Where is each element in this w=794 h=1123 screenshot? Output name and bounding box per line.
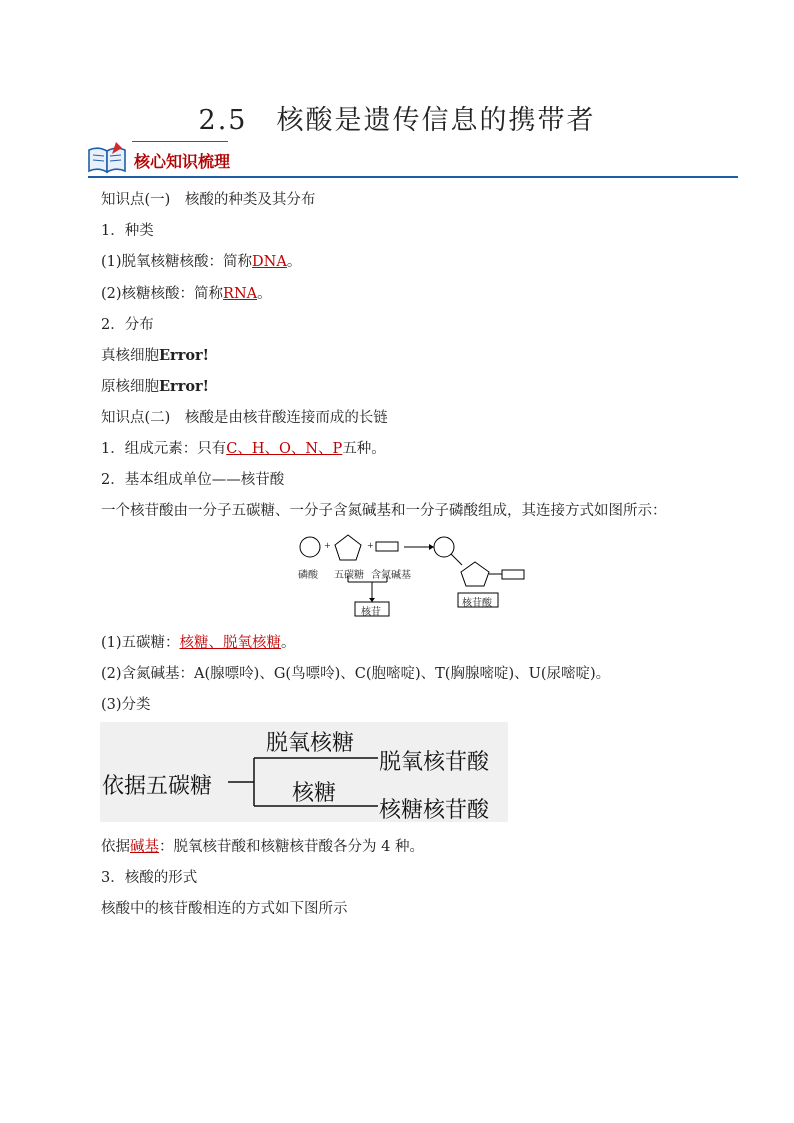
- book-icon: [86, 140, 128, 176]
- by-base-answer: 碱基: [130, 839, 159, 855]
- rna-suffix: 。: [257, 286, 272, 302]
- prokaryote-label: 原核细胞: [101, 379, 159, 395]
- knowledge-point-2: 知识点(二) 核酸是由核苷酸连接而成的长链: [101, 410, 388, 426]
- box-nucleotide: 核苷酸: [462, 598, 492, 609]
- label-phosphate: 磷酸: [298, 570, 318, 581]
- rna-line: [101, 282, 272, 303]
- prokaryote-error: Error!: [159, 378, 210, 395]
- nucleotide-sugar-pentagon: [461, 562, 489, 586]
- eukaryote-line: [101, 344, 209, 365]
- elements-prefix: 1．组成元素：只有: [101, 441, 227, 457]
- by-base-suffix: ：脱氧核苷酸和核糖核苷酸各分为 4 种。: [159, 839, 424, 855]
- dna-answer: DNA: [252, 254, 287, 270]
- rna-prefix: (2)核糖核酸：简称: [101, 286, 224, 302]
- dna-prefix: (1)脱氧核糖核酸：简称: [101, 254, 253, 270]
- nucleotide-figure: [294, 530, 534, 622]
- subheading-types: 1．种类: [101, 223, 154, 239]
- form-description: 核酸中的核苷酸相连的方式如下图所示: [101, 901, 348, 917]
- phosphate-circle: [300, 537, 320, 557]
- label-base: 含氮碱基: [371, 570, 411, 581]
- header-top-rule: [132, 141, 228, 142]
- classification-heading: (3)分类: [101, 697, 151, 713]
- classification-root: 依据五碳糖: [102, 774, 213, 799]
- knowledge-point-1: 知识点(一) 核酸的种类及其分布: [101, 192, 316, 208]
- box-nucleoside: 核苷: [361, 607, 381, 618]
- sugar-prefix: (1)五碳糖：: [101, 635, 180, 651]
- form-heading: 3．核酸的形式: [101, 870, 198, 886]
- elements-line: [101, 437, 386, 458]
- prokaryote-line: [101, 375, 209, 396]
- section-header: 核心知识梳理: [134, 152, 231, 171]
- plus-sign-1: +: [324, 541, 331, 550]
- nucleotide-base-rectangle: [502, 570, 524, 579]
- sugar-answer: 核糖、脱氧核糖: [179, 635, 282, 651]
- page-title: 2.5 核酸是遗传信息的携带者: [198, 105, 596, 136]
- eukaryote-label: 真核细胞: [101, 348, 159, 364]
- classification-branch-bottom: 核糖: [292, 781, 337, 806]
- rna-answer: RNA: [223, 286, 258, 302]
- unit-heading: 2．基本组成单位——核苷酸: [101, 472, 285, 488]
- classification-result-top: 脱氧核苷酸: [379, 750, 490, 775]
- dna-line: [101, 250, 301, 271]
- sugar-line: [101, 631, 296, 652]
- eukaryote-error: Error!: [159, 347, 210, 364]
- base-rectangle: [376, 542, 398, 551]
- classification-result-bottom: 核糖核苷酸: [379, 798, 490, 823]
- dna-suffix: 。: [286, 254, 302, 270]
- by-base-line: [101, 835, 424, 856]
- sugar-pentagon: [335, 535, 361, 560]
- classification-diagram: [100, 722, 508, 822]
- elements-suffix: 五种。: [342, 441, 386, 457]
- nucleotide-description: 一个核苷酸由一分子五碳糖、一分子含氮碱基和一分子磷酸组成，其连接方式如图所示：: [101, 503, 667, 519]
- header-rule: [88, 176, 738, 178]
- sugar-suffix: 。: [281, 635, 296, 651]
- subheading-distribution: 2．分布: [101, 317, 154, 333]
- elements-answer: C、H、O、N、P: [226, 441, 343, 457]
- classification-branch-top: 脱氧核糖: [266, 731, 355, 756]
- plus-sign-2: +: [367, 541, 374, 550]
- bases-line: (2)含氮碱基：A(腺嘌呤)、G(鸟嘌呤)、C(胞嘧啶)、T(胸腺嘧啶)、U(尿嘧啶)。: [101, 666, 611, 682]
- by-base-prefix: 依据: [101, 839, 130, 855]
- label-sugar: 五碳糖: [334, 570, 364, 581]
